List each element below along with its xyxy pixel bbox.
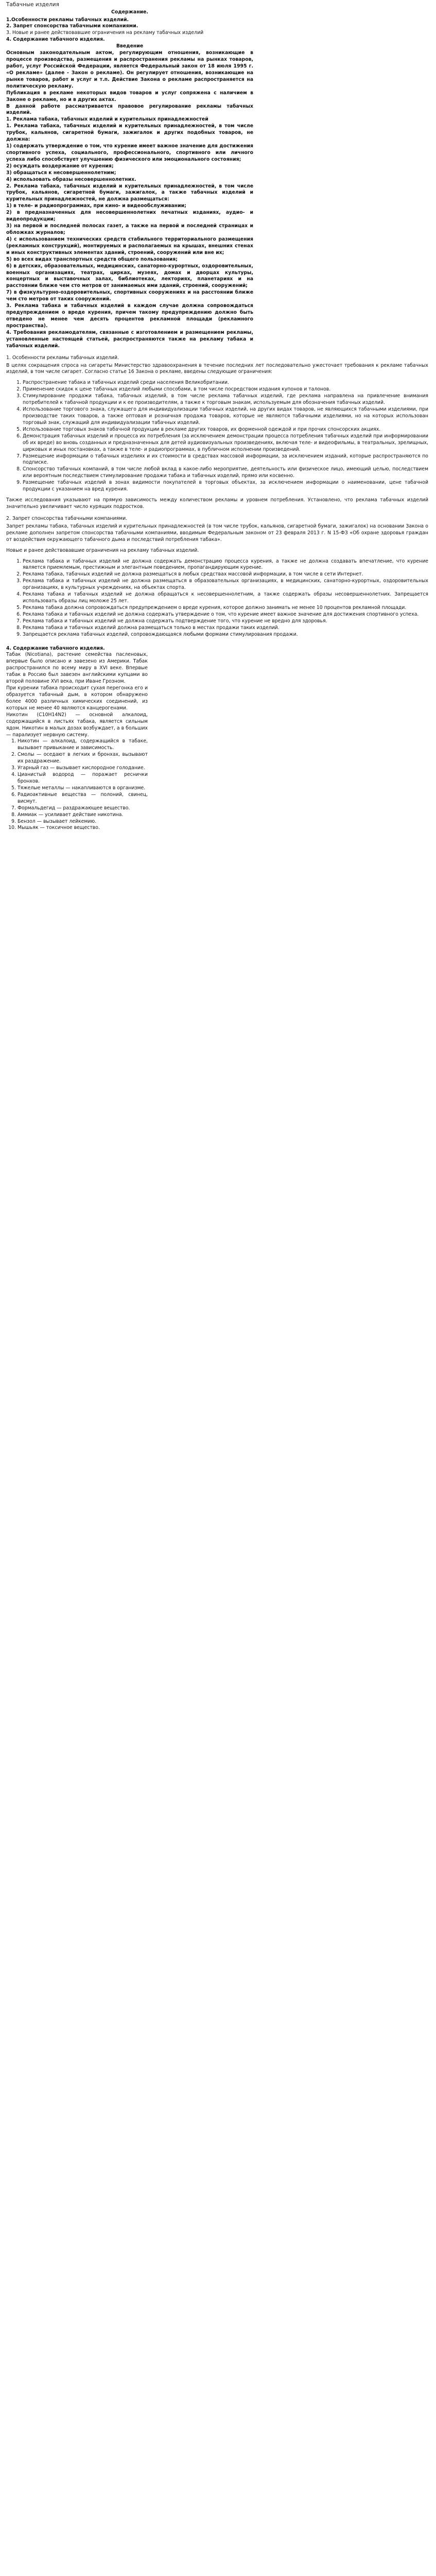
list-item: 3. Реклама табака и табачных изделий не должна размещаться в образовательных организациях, в медицинских, санаторно-курортных, оздоровительных организациях, в культурных учреждениях, на объектах спорта.: [23, 578, 428, 591]
list-item: 9. Бензол — вызывает лейкемию.: [18, 819, 148, 825]
intro-paragraph: 3. Реклама табака и табачных изделий в каждом случае должна сопровождаться предупреждением о вреде курения, причем такому предупреждению должно быть отведено не менее чем десять процентов рекламной площади (рекламного пространства).: [6, 303, 253, 329]
list-item: 3. Угарный газ — вызывает кислородное голодание.: [18, 765, 148, 772]
list-item: 9. Запрещается реклама табачных изделий, сопровождающаяся любыми формами стимулирования продажи.: [23, 632, 428, 638]
intro-paragraph: 5) во всех видах транспортных средств общего пользования;: [6, 256, 178, 262]
list-item: 1. Никотин — алкалоид, содержащийся в табаке, вызывает привыкание и зависимость.: [18, 738, 148, 752]
list-item: 7. Реклама табака и табачных изделий не должна содержать подтверждение того, что курение не вредно для здоровья.: [23, 618, 428, 625]
section-1-paragraph: В целях сокращения спроса на сигареты Министерство здравоохранения в течение последних лет последовательно ужесточает требования к рекламе табачных изделий, в том числе сигарет. Согласно статье 16 Закона о рекламе, введены следующие ограничения:: [6, 362, 428, 375]
list-item: 7. Размещение информации о табачных изделиях и их стоимости в средствах массовой информации, за исключением изданий, которые распространяются по подписке.: [23, 453, 428, 467]
section-4-list: [6, 738, 148, 832]
toc-heading: Содержание.: [111, 9, 148, 15]
list-item: 9. Размещение табачных изделий в зонах видимости покупателей в торговых объектах, за исключением информации о наименовании, цене табачной продукции с указанием на вред курения.: [23, 480, 428, 493]
section-2-list: [6, 558, 428, 638]
intro-paragraph: 4) использовать образы несовершеннолетних.: [6, 176, 136, 182]
toc-item[interactable]: 4. Содержание табачного изделия.: [6, 37, 105, 43]
list-item: 8. Реклама табака и табачных изделий должна размещаться только в местах продажи таких изделий.: [23, 625, 428, 632]
table-of-contents: [6, 17, 253, 44]
intro-paragraph: 2) осуждать воздержание от курения;: [6, 163, 114, 169]
list-item: 5. Тяжелые металлы — накапливаются в организме.: [18, 785, 148, 792]
intro-paragraph: 1) содержать утверждение о том, что курение имеет важное значение для достижения спортивного успеха, социального, профессионального, спортивного или личного успеха либо способствует улучшению физического или эмоционального состояния;: [6, 143, 253, 162]
page-title: Табачные изделия: [6, 2, 59, 8]
list-item: 5. Реклама табака должна сопровождаться предупреждением о вреде курения, которое должно занимать не менее 10 процентов рекламной площади.: [23, 605, 428, 612]
intro-paragraph: Основным законодательным актом, регулирующим отношения, возникающие в процессе производства, размещения и распространения рекламы на рынках товаров, работ, услуг Российской Федерации, является Федеральный закон от 18 июля 1995 г. «О рекламе» (далее - Закон о рекламе). Он регулирует отношения, возникающие на рынке товаров, работ и услуг и т.п. Действие Закона о рекламе распространяется на политическую рекламу.: [6, 50, 253, 89]
intro-paragraph: 2. Реклама табака, табачных изделий и курительных принадлежностей, в том числе трубок, кальянов, сигаретной бумаги, зажигалок, а также табачных изделий и курительных принадлежностей, не должна размещаться:: [6, 183, 253, 202]
intro-paragraph: 4. Требования рекламодателям, связанные с изготовлением и размещением рекламы, установленные настоящей статьей, распространяются также на рекламу табака и табачных изделий.: [6, 329, 253, 349]
intro-paragraph: 1. Реклама табака, табачных изделий и курительных принадлежностей, в том числе трубок, кальянов, сигаретной бумаги, зажигалок и других подобных товаров, не должна:: [6, 123, 253, 143]
intro-paragraph: Публикация в рекламе некоторых видов товаров и услуг сопряжена с наличием в Законе о рекламе, но и в других актах.: [6, 90, 253, 103]
intro-paragraph: 3) обращаться к несовершеннолетним;: [6, 170, 116, 176]
intro-paragraph: 2) в предназначенных для несовершеннолетних печатных изданиях, аудио- и видеопродукции;: [6, 210, 253, 223]
intro-paragraph: 3) на первой и последней полосах газет, а также на первой и последней страницах и обложках журналов;: [6, 223, 253, 236]
list-item: 6. Реклама табака и табачных изделий не должна содержать утверждение о том, что курение имеет важное значение для достижения спортивного успеха.: [23, 612, 428, 618]
intro-paragraph: В данной работе рассматривается правовое регулирование рекламы табачных изделий.: [6, 103, 253, 116]
section-1: [6, 355, 428, 638]
list-item: 4. Цианистый водород — поражает реснички бронхов.: [18, 772, 148, 785]
intro-block: [6, 9, 253, 350]
section-4-heading: 4. Содержание табачного изделия.: [6, 645, 105, 651]
list-item: 2. Реклама табака, табачных изделий не должна размещаться в любых средствах массовой информации, в том числе в сети Интернет.: [23, 571, 428, 578]
intro-paragraphs: [6, 50, 253, 349]
section-4-paragraph: Никотин (C10H14N2) — основной алкалоид, содержащийся в листьях табака, является сильным ядом. Никотин в малых дозах возбуждает, а в больших — парализует нервную систему.: [6, 711, 148, 738]
intro-paragraph: 1. Реклама табака, табачных изделий и курительных принадлежностей: [6, 116, 208, 123]
intro-heading: Введение: [116, 43, 144, 49]
list-item: 5. Использование торговых знаков табачной продукции в рекламе других товаров, их форменной одеждой и при прочих спонсорских акциях.: [23, 427, 428, 433]
list-item: 6. Радиоактивные вещества — полоний, свинец, висмут.: [18, 792, 148, 805]
list-item: 1. Реклама табака и табачных изделий не должна содержать демонстрацию процесса курения, а также не должна создавать впечатление, что курение является приемлемым, престижным и элегантным поведением, пропагандирующим курение.: [23, 558, 428, 572]
section-1-paragraph: Также исследования указывают на прямую зависимость между количеством рекламы и уровнем потребления. Установлено, что реклама табачных изделий значительно увеличивает число курящих подростков.: [6, 497, 428, 510]
list-item: 1. Распространение табака и табачных изделий среди населения Великобритании.: [23, 380, 428, 386]
list-item: 6. Демонстрация табачных изделий и процесса их потребления (за исключением демонстрации процесса потребления табачных изделий при информировании об их вреде) во вновь созданных и предназначенных для детей аудиовизуальных произведениях, включая теле- и видеофильмы, в театральных, зрелищных, цирковых и иных постановках, а также в теле- и радиопрограммах, в публичном исполнении произведений.: [23, 433, 428, 453]
section-3-heading: Новые и ранее действовавшие ограничения на рекламу табачных изделий.: [6, 547, 199, 553]
list-item: 8. Спонсорство табачных компаний, в том числе любой вклад в какое-либо мероприятие, деятельность или физическое лицо, имеющий целью, последствием или вероятным последствием стимулирование продажи табака и табачных изделий, прямо или косвенно.: [23, 466, 428, 480]
list-item: 3. Стимулирование продажи табака, табачных изделий, в том числе реклама табачных изделий, где реклама направлена на привлечение внимания потребителей к табачной продукции и к ее производителям, а также к торговым знакам, используемым для обозначения табачных изделий.: [23, 393, 428, 406]
section-4-paragraph: При курении табака происходит сухая перегонка его и образуется табачный дым, в котором обнаружено более 4000 различных химических соединений, из которых не менее 40 являются канцерогенами.: [6, 685, 148, 711]
intro-paragraph: 4) с использованием технических средств стабильного территориального размещения (рекламных конструкций), монтируемых и располагаемых на крышах, внешних стенах и иных конструктивных элементах зданий, строений, сооружений или вне их;: [6, 236, 253, 256]
section-2-heading: 2. Запрет спонсорства табачными компаниями.: [6, 515, 128, 521]
intro-paragraph: 7) в физкультурно-оздоровительных, спортивных сооружениях и на расстоянии ближе чем сто метров от таких сооружений.: [6, 290, 253, 302]
list-item: 8. Аммиак — усиливает действие никотина.: [18, 812, 148, 819]
section-2-paragraph: Запрет рекламы табака, табачных изделий и курительных принадлежностей (в том числе трубок, кальянов, сигаретной бумаги, зажигалок) на основании Закона о рекламе дополнен запретом спонсорства табачными компаниями, вводимым Федеральным законом от 23 февраля 2013 г. N 15-ФЗ «Об охране здоровья граждан от воздействия окружающего табачного дыма и последствий потребления табака».: [6, 523, 428, 543]
list-item: 10. Мышьяк — токсичное вещество.: [18, 825, 148, 832]
list-item: 4. Реклама табака и табачных изделий не должна обращаться к несовершеннолетним, а также содержать образы несовершеннолетних. Запрещается использовать образы лиц моложе 25 лет.: [23, 591, 428, 605]
intro-paragraph: 1) в теле- и радиопрограммах, при кино- и видеообслуживании;: [6, 203, 186, 209]
list-item: 2. Применение скидок к цене табачных изделий любыми способами, в том числе посредством издания купонов и талонов.: [23, 386, 428, 393]
toc-item[interactable]: 3. Новые и ранее действовавшие ограничения на рекламу табачных изделий: [6, 30, 204, 36]
list-item: 4. Использование торгового знака, служащего для индивидуализации табачных изделий, на других видах товаров, не являющихся табачными изделиями, при производстве таких товаров, а также оптовая и розничная продажа товаров, которые не являются табачными изделиями, но на которых использован торговый знак, служащий для индивидуализации табачных изделий.: [23, 406, 428, 427]
section-1-heading: 1. Особенности рекламы табачных изделий.: [6, 354, 119, 361]
section-4: [6, 646, 148, 832]
list-item: 2. Смолы — оседают в легких и бронхах, вызывают их раздражение.: [18, 752, 148, 765]
intro-paragraph: 6) в детских, образовательных, медицинских, санаторно-курортных, оздоровительных, военных организациях, театрах, цирках, музеях, домах и дворцах культуры, концертных и выставочных залах, библиотеках, лекториях, планетариях и на расстоянии ближе чем сто метров от занимаемых ими зданий, строений, сооружений;: [6, 263, 253, 289]
document: [0, 0, 436, 837]
section-1-list: [6, 380, 428, 493]
toc-item[interactable]: 2. Запрет спонсорства табачными компаниями.: [6, 23, 138, 29]
section-4-paragraph: Табак (Nicotiana), растение семейства пасленовых, впервые было описано и завезено из Америки. Табак распространился по всему миру в XVI веке. Впервые табак в Россию был завезен английскими купцами во второй половине XVI века, при Иване Грозном.: [6, 652, 148, 685]
toc-item[interactable]: 1.Особенности рекламы табачных изделий.: [6, 16, 129, 23]
list-item: 7. Формальдегид — раздражающее вещество.: [18, 805, 148, 812]
